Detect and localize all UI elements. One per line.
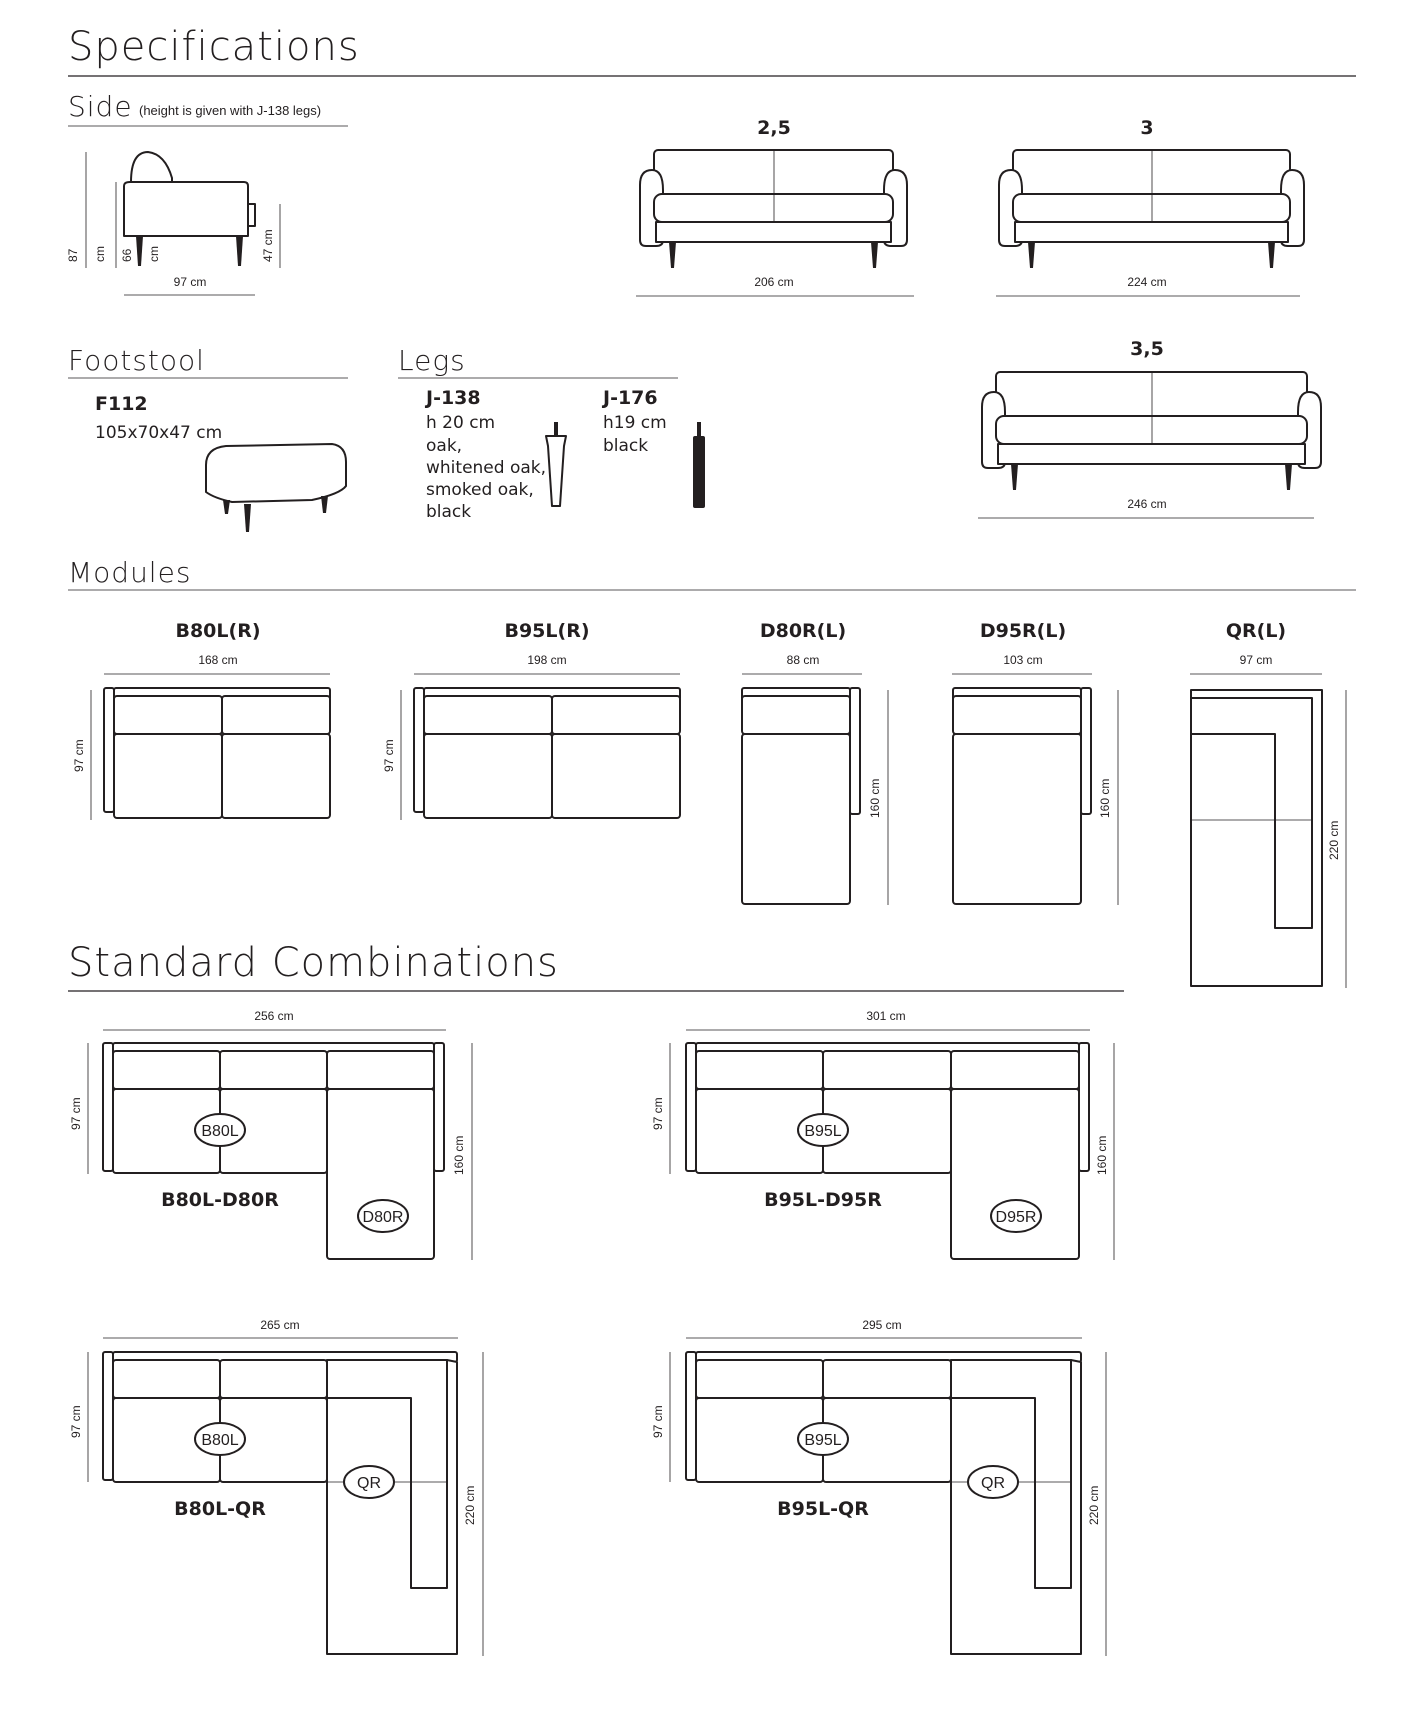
module-depth: 97 cm (72, 739, 86, 772)
side-seat-height-unit: cm (147, 246, 161, 262)
module-code: B80L(R) (175, 620, 261, 642)
sofa-seat (654, 194, 893, 222)
module-depth: 160 cm (1098, 778, 1112, 818)
side-cushion (131, 152, 172, 184)
combo-width: 295 cm (862, 1318, 902, 1332)
leg-j138-code: J-138 (426, 387, 481, 409)
leg-j176-icon (693, 436, 705, 508)
sofa-2-5-label: 2,5 (757, 117, 791, 139)
side-note: (height is given with J-138 legs) (139, 103, 322, 118)
combo-b80l-qr (69, 1318, 483, 1656)
combo-b95l-qr (651, 1318, 1106, 1656)
module-width: 168 cm (198, 653, 238, 667)
side-title: Side (68, 90, 133, 123)
combo-side: 220 cm (463, 1485, 477, 1525)
combo-b95l-d95r (651, 1009, 1114, 1260)
combo-tag-a: B80L (201, 1123, 239, 1140)
footstool-code: F112 (95, 393, 148, 415)
combo-side: 160 cm (452, 1135, 466, 1175)
footstool-size: 105x70x47 cm (95, 423, 223, 443)
footstool-section (68, 344, 348, 532)
module-width: 97 cm (1239, 653, 1273, 667)
sofa-3-label: 3 (1140, 117, 1154, 139)
module-b95l (382, 620, 680, 820)
sofa-2-5-width: 206 cm (754, 275, 794, 289)
module-code: QR(L) (1225, 620, 1287, 642)
module-d95r (952, 620, 1118, 905)
sofa-base (656, 222, 891, 242)
leg-j176-pin (697, 422, 701, 436)
side-leg-front (136, 236, 143, 266)
side-arm (248, 204, 255, 226)
combo-b80l-d80r (69, 1009, 472, 1260)
combo-tag-b: QR (357, 1475, 381, 1492)
sofa-3-5 (982, 372, 1321, 490)
sofa-3-5-label: 3,5 (1130, 338, 1164, 360)
module-code: D80R(L) (759, 620, 847, 642)
combo-depth: 97 cm (69, 1405, 83, 1438)
sofa-2-5 (640, 150, 907, 268)
side-leg-back (236, 236, 243, 266)
side-view (66, 90, 348, 295)
module-code: D95R(L) (979, 620, 1067, 642)
module-width: 103 cm (1003, 653, 1043, 667)
leg-j138-icon (546, 436, 566, 506)
combo-side: 160 cm (1095, 1135, 1109, 1175)
module-d80r (742, 620, 888, 905)
side-seat-height: 66 (120, 248, 134, 262)
combo-tag-a: B95L (804, 1123, 842, 1140)
combinations-title: Standard Combinations (68, 940, 559, 986)
combo-depth: 97 cm (651, 1097, 665, 1130)
module-depth: 97 cm (382, 739, 396, 772)
combo-name: B80L-D80R (161, 1189, 279, 1211)
sofa-leg (871, 242, 878, 268)
side-depth: 97 cm (173, 275, 207, 289)
sofa-3 (999, 150, 1304, 268)
leg-j176-line: h19 cm (603, 413, 667, 433)
side-body (124, 182, 248, 236)
footstool-title: Footstool (68, 344, 205, 377)
combo-tag-b: D80R (362, 1209, 404, 1226)
module-code: B95L(R) (504, 620, 590, 642)
leg-j138-line: smoked oak, (426, 480, 534, 500)
combo-tag-a: B95L (804, 1432, 842, 1449)
side-total-height: 87 (66, 248, 80, 262)
combo-side: 220 cm (1087, 1485, 1101, 1525)
module-width: 198 cm (527, 653, 567, 667)
sofa-3-5-width: 246 cm (1127, 497, 1167, 511)
leg-j176-code: J-176 (603, 387, 658, 409)
sofa-leg (669, 242, 676, 268)
module-b80l (72, 620, 330, 820)
module-qr (1190, 620, 1346, 988)
legs-section (398, 344, 705, 522)
combo-tag-b: QR (981, 1475, 1005, 1492)
leg-j138-line: h 20 cm (426, 413, 496, 433)
combo-depth: 97 cm (651, 1405, 665, 1438)
combo-tag-a: B80L (201, 1432, 239, 1449)
legs-title: Legs (398, 344, 466, 377)
module-depth: 220 cm (1327, 820, 1341, 860)
module-width: 88 cm (786, 653, 820, 667)
leg-j138-line: oak, (426, 436, 463, 456)
leg-j138-line: black (426, 502, 472, 522)
leg-j176-line: black (603, 436, 649, 456)
side-total-height-unit: cm (93, 246, 107, 262)
page-title: Specifications (68, 24, 360, 70)
combo-name: B80L-QR (174, 1498, 266, 1520)
leg-j138-pin (554, 422, 558, 436)
sofa-3-width: 224 cm (1127, 275, 1167, 289)
side-arm-height: 47 cm (261, 229, 275, 262)
combo-width: 301 cm (866, 1009, 906, 1023)
leg-j138-line: whitened oak, (426, 458, 547, 478)
module-depth: 160 cm (868, 778, 882, 818)
combo-width: 256 cm (254, 1009, 294, 1023)
combo-depth: 97 cm (69, 1097, 83, 1130)
combo-tag-b: D95R (995, 1209, 1037, 1226)
combo-name: B95L-D95R (764, 1189, 882, 1211)
combo-name: B95L-QR (777, 1498, 869, 1520)
modules-title: Modules (68, 556, 192, 589)
combo-width: 265 cm (260, 1318, 300, 1332)
